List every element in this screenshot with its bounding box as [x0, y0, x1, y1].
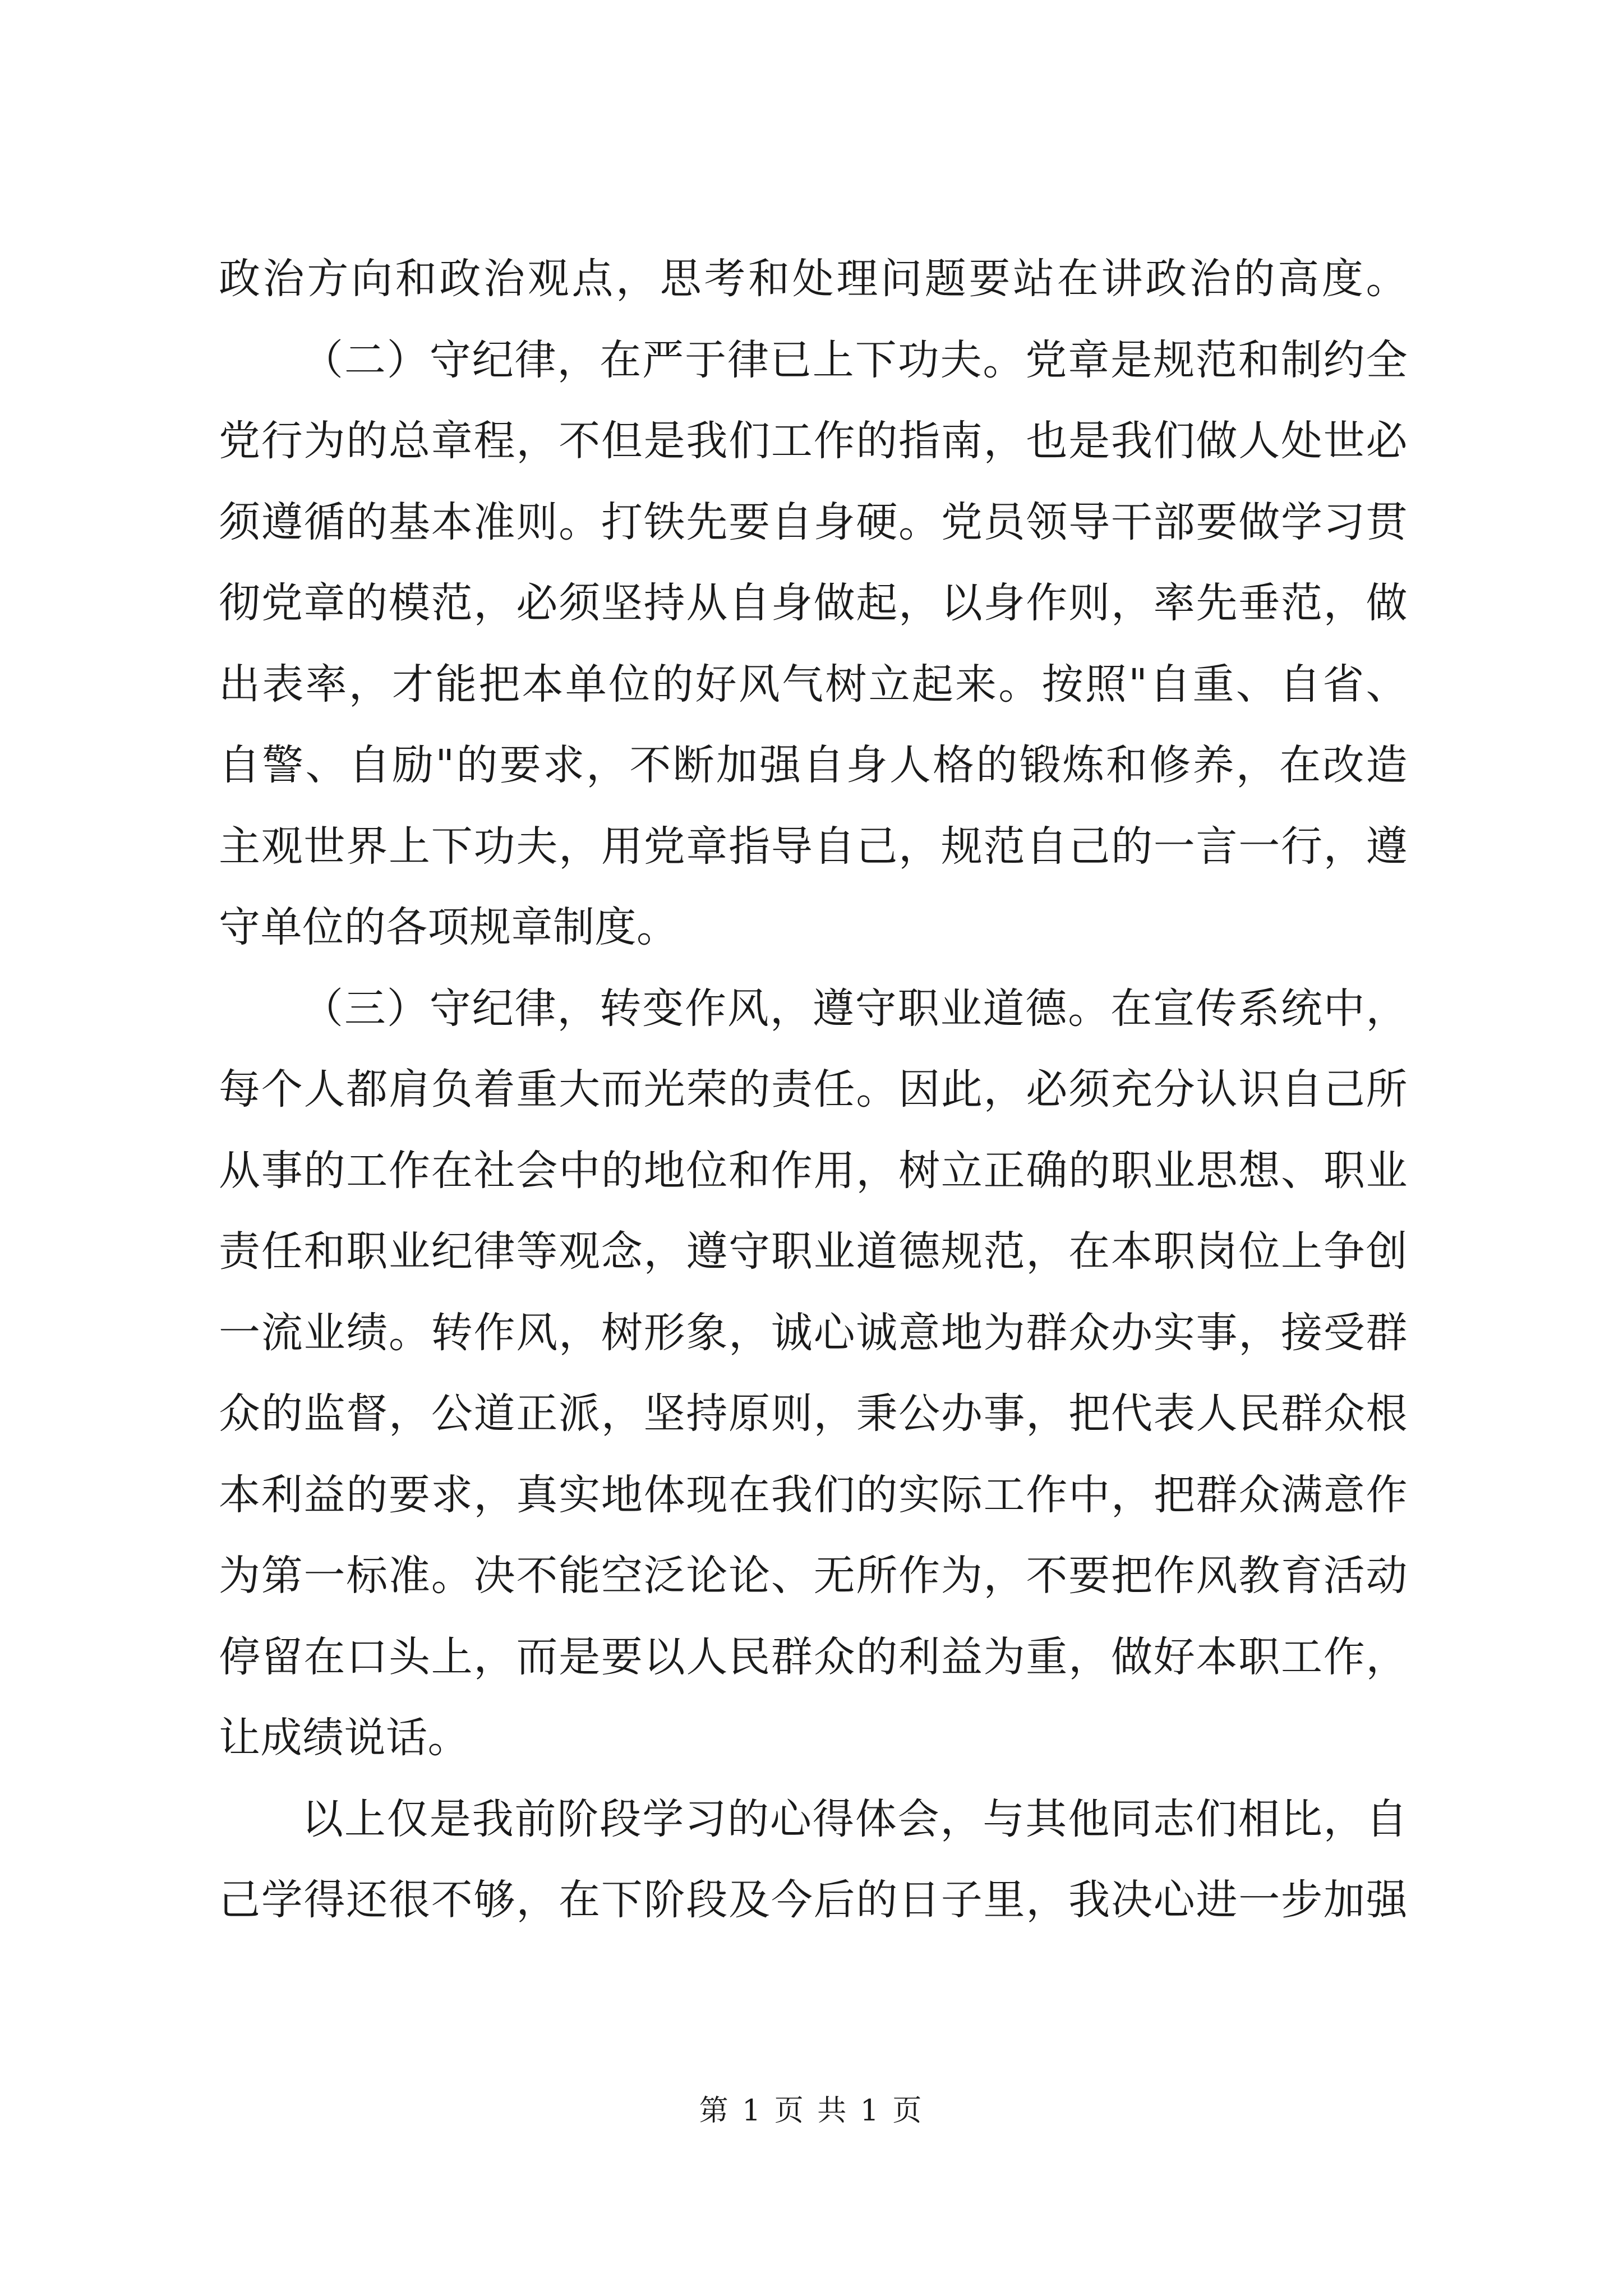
text-line: （二）守纪律，在严于律已上下功夫。党章是规范和制约全	[302, 335, 1408, 384]
text-line: 守单位的各项规章制度。	[219, 903, 679, 951]
page-footer: 第 1 页 共 1 页	[699, 2094, 924, 2128]
text-line: 主观世界上下功夫，用党章指导自己，规范自己的一言一行，遵	[219, 822, 1408, 871]
text-line: 须遵循的基本准则。打铁先要自身硬。党员领导干部要做学习贯	[219, 498, 1408, 546]
document-body	[219, 238, 1408, 1941]
text-line: 责任和职业纪律等观念，遵守职业道德规范，在本职岗位上争创	[219, 1227, 1408, 1276]
text-line: 本利益的要求，真实地体现在我们的实际工作中，把群众满意作	[219, 1470, 1408, 1519]
text-line: 彻党章的模范，必须坚持从自身做起，以身作则，率先垂范，做	[219, 579, 1408, 627]
text-line: 从事的工作在社会中的地位和作用，树立正确的职业思想、职业	[219, 1146, 1408, 1195]
text-line: 众的监督，公道正派，坚持原则，秉公办事，把代表人民群众根	[219, 1389, 1408, 1438]
text-line: 为第一标准。决不能空泛论论、无所作为，不要把作风教育活动	[219, 1552, 1408, 1600]
text-line: 停留在口头上，而是要以人民群众的利益为重，做好本职工作，	[219, 1632, 1408, 1681]
text-line: 自警、自励"的要求，不断加强自身人格的锻炼和修养，在改造	[219, 741, 1408, 789]
text-line: 出表率，才能把本单位的好风气树立起来。按照"自重、自省、	[219, 660, 1408, 708]
text-line: 一流业绩。转作风，树形象，诚心诚意地为群众办实事，接受群	[219, 1308, 1408, 1357]
text-line: 己学得还很不够，在下阶段及今后的日子里，我决心进一步加强	[219, 1876, 1408, 1924]
text-line: 以上仅是我前阶段学习的心得体会，与其他同志们相比，自	[302, 1795, 1408, 1843]
text-line: 政治方向和政治观点，思考和处理问题要站在讲政治的高度。	[219, 255, 1408, 303]
text-line: 每个人都肩负着重大而光荣的责任。因此，必须充分认识自己所	[219, 1065, 1408, 1114]
text-line: （三）守纪律，转变作风，遵守职业道德。在宣传系统中，	[302, 984, 1408, 1033]
text-line: 党行为的总章程，不但是我们工作的指南，也是我们做人处世必	[219, 417, 1408, 465]
text-line: 让成绩说话。	[219, 1714, 469, 1762]
